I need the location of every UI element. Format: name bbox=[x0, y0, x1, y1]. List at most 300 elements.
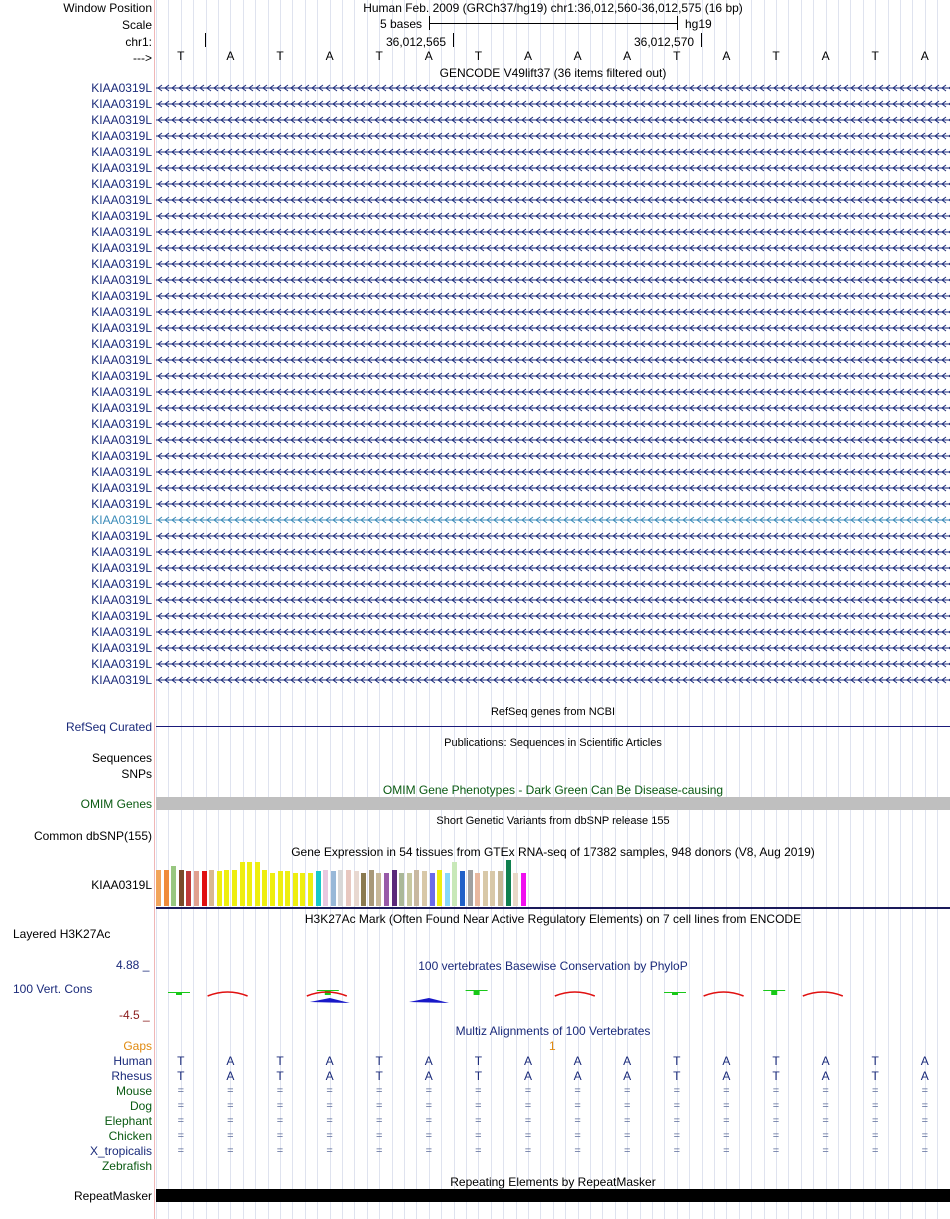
multiz-base: = bbox=[375, 1145, 383, 1157]
multiz-base: = bbox=[276, 1085, 284, 1097]
gtex-tissue-bar[interactable] bbox=[506, 860, 511, 906]
multiz-base: = bbox=[326, 1115, 333, 1127]
gtex-tissue-bar[interactable] bbox=[285, 871, 290, 906]
publications-sequences-label[interactable]: Sequences bbox=[91, 751, 152, 765]
multiz-base: T bbox=[673, 1069, 681, 1083]
sequence-base: A bbox=[821, 49, 830, 63]
multiz-base: = bbox=[375, 1130, 383, 1142]
gtex-tissue-bar[interactable] bbox=[323, 870, 328, 906]
gencode-transcript-line[interactable] bbox=[156, 417, 950, 431]
gencode-transcript-label[interactable]: KIAA0319L bbox=[91, 337, 152, 351]
gencode-transcript-label[interactable]: KIAA0319L bbox=[91, 513, 152, 527]
gencode-transcript-label[interactable]: KIAA0319L bbox=[91, 577, 152, 591]
gtex-tissue-bar[interactable] bbox=[179, 870, 184, 906]
sequence-base: T bbox=[276, 49, 284, 63]
gencode-transcript-line[interactable] bbox=[156, 529, 950, 543]
h3k27ac-title: H3K27Ac Mark (Often Found Near Active Regulatory Elements) on 7 cell lines from ENCODE bbox=[304, 912, 802, 926]
h3k27ac-label[interactable]: Layered H3K27Ac bbox=[13, 927, 111, 941]
gencode-transcript-label[interactable]: KIAA0319L bbox=[91, 113, 152, 127]
h3k27ac-peak bbox=[803, 992, 843, 996]
multiz-species-label[interactable]: Mouse bbox=[115, 1084, 152, 1098]
multiz-title: Multiz Alignments of 100 Vertebrates bbox=[455, 1024, 651, 1038]
gencode-transcript-line[interactable] bbox=[156, 209, 950, 223]
scale-assembly: hg19 bbox=[685, 17, 712, 31]
gtex-tissue-bar[interactable] bbox=[194, 871, 199, 906]
gtex-tissue-bar[interactable] bbox=[316, 871, 321, 906]
gtex-tissue-bar[interactable] bbox=[498, 871, 503, 906]
publications-title: Publications: Sequences in Scientific Articles bbox=[444, 737, 662, 749]
multiz-base: = bbox=[524, 1115, 532, 1127]
gtex-tissue-bar[interactable] bbox=[171, 866, 176, 906]
multiz-base: T bbox=[474, 1054, 483, 1068]
multiz-base: A bbox=[226, 1054, 235, 1068]
chrom-label: chr1: bbox=[125, 35, 152, 49]
gtex-tissue-bar[interactable] bbox=[490, 871, 495, 906]
multiz-base: = bbox=[177, 1100, 185, 1112]
gencode-transcript-label[interactable]: KIAA0319L bbox=[91, 241, 152, 255]
h3k27ac-peak bbox=[555, 992, 595, 996]
multiz-base: T bbox=[871, 1069, 879, 1083]
gencode-transcript-label[interactable]: KIAA0319L bbox=[91, 369, 152, 383]
refseq-label[interactable]: RefSeq Curated bbox=[65, 720, 152, 734]
gtex-tissue-bar[interactable] bbox=[483, 871, 488, 906]
h3k27ac-peak bbox=[704, 992, 744, 996]
gencode-transcript-label[interactable]: KIAA0319L bbox=[91, 209, 152, 223]
gencode-transcript-label[interactable]: KIAA0319L bbox=[91, 273, 152, 287]
multiz-base: = bbox=[822, 1145, 829, 1157]
multiz-base: = bbox=[822, 1100, 829, 1112]
gencode-transcript-label[interactable]: KIAA0319L bbox=[91, 385, 152, 399]
coord-tick-2 bbox=[701, 33, 702, 47]
sequence-base: T bbox=[673, 49, 681, 63]
multiz-base: = bbox=[177, 1115, 185, 1127]
multiz-base: A bbox=[325, 1069, 334, 1083]
phylop-label[interactable]: 100 Vert. Cons bbox=[13, 982, 93, 996]
gtex-tissue-bar[interactable] bbox=[430, 873, 435, 906]
phylop-negative bbox=[310, 998, 350, 1003]
gencode-transcript-label[interactable]: KIAA0319L bbox=[91, 193, 152, 207]
omim-title: OMIM Gene Phenotypes - Dark Green Can Be Disease-causing bbox=[382, 783, 724, 797]
multiz-base: = bbox=[574, 1115, 581, 1127]
multiz-base: = bbox=[871, 1085, 879, 1097]
multiz-base: = bbox=[177, 1145, 185, 1157]
gtex-tissue-bar[interactable] bbox=[293, 873, 298, 906]
gtex-tissue-bar[interactable] bbox=[475, 873, 480, 906]
gencode-transcript-label[interactable]: KIAA0319L bbox=[91, 465, 152, 479]
scale-bar-right bbox=[677, 16, 678, 30]
multiz-base: = bbox=[623, 1145, 631, 1157]
multiz-base: A bbox=[821, 1069, 830, 1083]
gtex-tissue-bar[interactable] bbox=[331, 871, 336, 906]
gtex-tissue-bar[interactable] bbox=[354, 871, 359, 906]
multiz-base: = bbox=[673, 1100, 681, 1112]
multiz-base: = bbox=[772, 1115, 780, 1127]
gencode-transcript-line[interactable] bbox=[156, 177, 950, 191]
gtex-tissue-bar[interactable] bbox=[338, 870, 343, 906]
multiz-species-label[interactable]: Rhesus bbox=[111, 1069, 152, 1083]
gencode-transcript-line[interactable] bbox=[156, 593, 950, 607]
gtex-tissue-bar[interactable] bbox=[452, 862, 457, 906]
gtex-tissue-bar[interactable] bbox=[262, 870, 267, 906]
multiz-base: = bbox=[524, 1130, 532, 1142]
gencode-transcript-line[interactable] bbox=[156, 273, 950, 287]
repeatmasker-label[interactable]: RepeatMasker bbox=[73, 1189, 152, 1203]
h3k27ac-peak bbox=[208, 992, 248, 996]
multiz-base: A bbox=[920, 1054, 929, 1068]
gtex-tissue-bar[interactable] bbox=[186, 871, 191, 906]
gencode-transcript-line[interactable] bbox=[156, 449, 950, 463]
multiz-base: = bbox=[871, 1100, 879, 1112]
multiz-base: = bbox=[822, 1115, 829, 1127]
multiz-base: = bbox=[177, 1085, 185, 1097]
gtex-tissue-bar[interactable] bbox=[209, 870, 214, 906]
multiz-base: = bbox=[723, 1100, 730, 1112]
sequence-base: A bbox=[623, 49, 632, 63]
gencode-title: GENCODE V49lift37 (36 items filtered out) bbox=[439, 66, 667, 80]
omim-label[interactable]: OMIM Genes bbox=[80, 797, 152, 811]
multiz-base: = bbox=[475, 1130, 482, 1142]
scale-bar bbox=[429, 23, 677, 24]
phylop-score bbox=[176, 992, 182, 995]
gencode-transcript-line[interactable] bbox=[156, 401, 950, 415]
gencode-transcript-label[interactable]: KIAA0319L bbox=[91, 625, 152, 639]
multiz-base: A bbox=[226, 1069, 235, 1083]
multiz-base: = bbox=[574, 1085, 581, 1097]
gencode-transcript-line[interactable] bbox=[156, 609, 950, 623]
multiz-base: = bbox=[425, 1115, 433, 1127]
phylop-min: -4.5 _ bbox=[119, 1008, 150, 1022]
gencode-transcript-line[interactable] bbox=[156, 673, 950, 687]
coord-tick-0 bbox=[205, 33, 206, 47]
sequence-base: A bbox=[722, 49, 731, 63]
multiz-base: A bbox=[523, 1069, 532, 1083]
multiz-base: = bbox=[375, 1085, 383, 1097]
gencode-transcript-label[interactable]: KIAA0319L bbox=[91, 97, 152, 111]
multiz-base: = bbox=[723, 1115, 730, 1127]
gencode-transcript-line[interactable] bbox=[156, 513, 950, 527]
gtex-tissue-bar[interactable] bbox=[247, 862, 252, 906]
gtex-tissue-bar[interactable] bbox=[361, 873, 366, 906]
gencode-transcript-label[interactable]: KIAA0319L bbox=[91, 641, 152, 655]
gencode-transcript-label[interactable]: KIAA0319L bbox=[91, 81, 152, 95]
multiz-base: T bbox=[474, 1069, 483, 1083]
gencode-transcript-line[interactable] bbox=[156, 497, 950, 511]
multiz-base: T bbox=[177, 1069, 185, 1083]
gencode-transcript-line[interactable] bbox=[156, 81, 950, 95]
gencode-transcript-line[interactable] bbox=[156, 385, 950, 399]
multiz-base: = bbox=[723, 1145, 730, 1157]
multiz-base: = bbox=[623, 1115, 631, 1127]
sequence-base: T bbox=[871, 49, 879, 63]
gtex-tissue-bar[interactable] bbox=[521, 873, 526, 906]
multiz-base: = bbox=[425, 1100, 433, 1112]
gencode-transcript-line[interactable] bbox=[156, 193, 950, 207]
multiz-base: A bbox=[821, 1054, 830, 1068]
window-position-label: Window Position bbox=[63, 1, 152, 15]
multiz-base: = bbox=[524, 1145, 532, 1157]
gtex-baseline bbox=[156, 907, 950, 909]
gencode-transcript-line[interactable] bbox=[156, 465, 950, 479]
multiz-base: = bbox=[326, 1145, 333, 1157]
scale-bases: 5 bases bbox=[380, 17, 423, 31]
gencode-transcript-label[interactable]: KIAA0319L bbox=[91, 609, 152, 623]
gencode-transcript-line[interactable] bbox=[156, 369, 950, 383]
dbsnp-label[interactable]: Common dbSNP(155) bbox=[33, 829, 152, 843]
gtex-bars[interactable] bbox=[156, 859, 556, 906]
gencode-transcript-line[interactable] bbox=[156, 625, 950, 639]
phylop-max: 4.88 _ bbox=[116, 958, 150, 972]
gencode-transcript-line[interactable] bbox=[156, 545, 950, 559]
multiz-species-label[interactable]: Human bbox=[113, 1054, 152, 1068]
multiz-base: A bbox=[573, 1069, 582, 1083]
gtex-tissue-bar[interactable] bbox=[270, 873, 275, 906]
gencode-transcript-label[interactable]: KIAA0319L bbox=[91, 353, 152, 367]
multiz-base: = bbox=[227, 1085, 234, 1097]
gtex-tissue-bar[interactable] bbox=[399, 873, 404, 906]
sequence-base: T bbox=[177, 49, 185, 63]
dbsnp-title: Short Genetic Variants from dbSNP release 155 bbox=[436, 815, 670, 827]
gencode-transcript-line[interactable] bbox=[156, 145, 950, 159]
gtex-tissue-bar[interactable] bbox=[407, 873, 412, 906]
sequence-base: T bbox=[375, 49, 383, 63]
gtex-tissue-bar[interactable] bbox=[513, 873, 518, 906]
multiz-base: = bbox=[475, 1145, 482, 1157]
multiz-base: A bbox=[523, 1054, 532, 1068]
multiz-base: A bbox=[623, 1069, 632, 1083]
multiz-base: = bbox=[772, 1085, 780, 1097]
sequence-base: A bbox=[325, 49, 334, 63]
window-position-value: Human Feb. 2009 (GRCh37/hg19) chr1:36,012,560-36,012,575 (16 bp) bbox=[363, 1, 743, 15]
multiz-base: = bbox=[227, 1130, 234, 1142]
sequence-base: T bbox=[474, 49, 483, 63]
omim-bar[interactable] bbox=[156, 797, 950, 810]
multiz-base: = bbox=[623, 1100, 631, 1112]
multiz-base: = bbox=[623, 1130, 631, 1142]
gtex-title: Gene Expression in 54 tissues from GTEx RNA-seq of 17382 samples, 948 donors (V8, Aug 2019) bbox=[291, 845, 815, 859]
gencode-transcript-label[interactable]: KIAA0319L bbox=[91, 305, 152, 319]
gtex-tissue-bar[interactable] bbox=[392, 870, 397, 906]
sequence-base: A bbox=[573, 49, 582, 63]
publications-snps-label[interactable]: SNPs bbox=[121, 767, 152, 781]
multiz-base: = bbox=[921, 1115, 929, 1127]
multiz-base: = bbox=[822, 1130, 829, 1142]
gencode-transcript-label[interactable]: KIAA0319L bbox=[91, 161, 152, 175]
multiz-base: = bbox=[772, 1145, 780, 1157]
gtex-tissue-bar[interactable] bbox=[445, 873, 450, 906]
gtex-tissue-bar[interactable] bbox=[240, 862, 245, 906]
gencode-transcript-line[interactable] bbox=[156, 241, 950, 255]
gencode-transcript-line[interactable] bbox=[156, 657, 950, 671]
multiz-base: = bbox=[772, 1130, 780, 1142]
gtex-tissue-bar[interactable] bbox=[255, 862, 260, 906]
multiz-base: = bbox=[425, 1130, 433, 1142]
gtex-tissue-bar[interactable] bbox=[202, 871, 207, 906]
phylop-score bbox=[771, 990, 777, 995]
gtex-tissue-bar[interactable] bbox=[437, 870, 442, 906]
multiz-base: A bbox=[722, 1069, 731, 1083]
gtex-tissue-bar[interactable] bbox=[468, 870, 473, 906]
gtex-tissue-bar[interactable] bbox=[164, 870, 169, 906]
gencode-transcript-line[interactable] bbox=[156, 97, 950, 111]
gencode-transcript-label[interactable]: KIAA0319L bbox=[91, 257, 152, 271]
sequence-base: A bbox=[523, 49, 532, 63]
multiz-species-label[interactable]: Chicken bbox=[108, 1129, 152, 1143]
multiz-base: = bbox=[822, 1085, 829, 1097]
gencode-transcript-label[interactable]: KIAA0319L bbox=[91, 657, 152, 671]
multiz-base: = bbox=[425, 1085, 433, 1097]
gencode-transcript-line[interactable] bbox=[156, 561, 950, 575]
coord-2: 36,012,570 bbox=[634, 35, 695, 49]
gencode-transcript-label[interactable]: KIAA0319L bbox=[91, 401, 152, 415]
multiz-base: = bbox=[276, 1130, 284, 1142]
gtex-tissue-bar[interactable] bbox=[346, 870, 351, 906]
refseq-gene-line[interactable] bbox=[156, 726, 950, 727]
phylop-score bbox=[672, 992, 678, 995]
gtex-tissue-bar[interactable] bbox=[369, 870, 374, 906]
gencode-transcript-line[interactable] bbox=[156, 305, 950, 319]
gtex-tissue-bar[interactable] bbox=[232, 870, 237, 906]
multiz-base: T bbox=[177, 1054, 185, 1068]
multiz-species-label[interactable]: X_tropicalis bbox=[89, 1144, 152, 1158]
gtex-tissue-bar[interactable] bbox=[376, 873, 381, 906]
gencode-transcript-line[interactable] bbox=[156, 481, 950, 495]
gencode-transcript-line[interactable] bbox=[156, 129, 950, 143]
multiz-base: = bbox=[921, 1085, 929, 1097]
multiz-base: = bbox=[524, 1085, 532, 1097]
strand-label: ---> bbox=[133, 51, 152, 65]
multiz-base: = bbox=[772, 1100, 780, 1112]
multiz-base: = bbox=[326, 1085, 333, 1097]
gencode-transcript-line[interactable] bbox=[156, 161, 950, 175]
gtex-tissue-bar[interactable] bbox=[278, 871, 283, 906]
gaps-value: 1 bbox=[549, 1039, 556, 1053]
gtex-tissue-bar[interactable] bbox=[414, 870, 419, 906]
gencode-transcript-line[interactable] bbox=[156, 641, 950, 655]
gencode-transcript-line[interactable] bbox=[156, 433, 950, 447]
multiz-base: T bbox=[673, 1054, 681, 1068]
multiz-base: = bbox=[871, 1145, 879, 1157]
gencode-transcript-label[interactable]: KIAA0319L bbox=[91, 545, 152, 559]
gencode-transcript-label[interactable]: KIAA0319L bbox=[91, 177, 152, 191]
gencode-transcript-label[interactable]: KIAA0319L bbox=[91, 529, 152, 543]
coord-tick-1 bbox=[453, 33, 454, 47]
repeatmasker-bar[interactable] bbox=[156, 1189, 950, 1202]
multiz-species-label[interactable]: Elephant bbox=[104, 1114, 152, 1128]
gencode-transcript-line[interactable] bbox=[156, 113, 950, 127]
gencode-transcript-line[interactable] bbox=[156, 353, 950, 367]
multiz-base: A bbox=[722, 1054, 731, 1068]
gencode-transcript-line[interactable] bbox=[156, 225, 950, 239]
phylop-wiggle[interactable] bbox=[156, 986, 950, 1008]
coord-1: 36,012,565 bbox=[386, 35, 447, 49]
gtex-tissue-bar[interactable] bbox=[308, 873, 313, 906]
multiz-base: = bbox=[326, 1130, 333, 1142]
multiz-base: = bbox=[574, 1100, 581, 1112]
multiz-base: = bbox=[425, 1145, 433, 1157]
multiz-base: A bbox=[573, 1054, 582, 1068]
multiz-base: = bbox=[871, 1130, 879, 1142]
gencode-transcript-label[interactable]: KIAA0319L bbox=[91, 673, 152, 687]
gaps-label: Gaps bbox=[123, 1039, 152, 1053]
multiz-base: T bbox=[772, 1069, 780, 1083]
gencode-transcript-label[interactable]: KIAA0319L bbox=[91, 129, 152, 143]
gencode-transcript-line[interactable] bbox=[156, 257, 950, 271]
multiz-base: = bbox=[921, 1100, 929, 1112]
sequence-base: A bbox=[920, 49, 929, 63]
gtex-tissue-bar[interactable] bbox=[224, 870, 229, 906]
gtex-tissue-bar[interactable] bbox=[384, 873, 389, 906]
multiz-species-label[interactable]: Zebrafish bbox=[101, 1159, 152, 1173]
multiz-base: = bbox=[673, 1085, 681, 1097]
multiz-base: = bbox=[673, 1115, 681, 1127]
phylop-negative bbox=[409, 998, 449, 1003]
multiz-base: T bbox=[871, 1054, 879, 1068]
gencode-transcript-label[interactable]: KIAA0319L bbox=[91, 321, 152, 335]
sequence-base: A bbox=[424, 49, 433, 63]
gencode-transcript-label[interactable]: KIAA0319L bbox=[91, 449, 152, 463]
gtex-tissue-bar[interactable] bbox=[300, 873, 305, 906]
multiz-base: A bbox=[325, 1054, 334, 1068]
multiz-base: = bbox=[921, 1130, 929, 1142]
gencode-transcript-label[interactable]: KIAA0319L bbox=[91, 593, 152, 607]
gencode-transcript-label[interactable]: KIAA0319L bbox=[91, 145, 152, 159]
multiz-base: A bbox=[623, 1054, 632, 1068]
gtex-tissue-bar[interactable] bbox=[460, 871, 465, 906]
multiz-base: = bbox=[475, 1115, 482, 1127]
gencode-transcript-label[interactable]: KIAA0319L bbox=[91, 481, 152, 495]
multiz-base: = bbox=[227, 1145, 234, 1157]
gencode-transcript-label[interactable]: KIAA0319L bbox=[91, 561, 152, 575]
multiz-base: = bbox=[673, 1130, 681, 1142]
gtex-label[interactable]: KIAA0319L bbox=[91, 878, 152, 892]
sequence-base: A bbox=[226, 49, 235, 63]
multiz-base: A bbox=[424, 1069, 433, 1083]
multiz-base: = bbox=[475, 1085, 482, 1097]
multiz-species-label[interactable]: Dog bbox=[129, 1099, 152, 1113]
multiz-base: T bbox=[276, 1054, 284, 1068]
scale-label: Scale bbox=[121, 18, 152, 32]
multiz-base: = bbox=[276, 1115, 284, 1127]
refseq-title: RefSeq genes from NCBI bbox=[490, 706, 616, 718]
multiz-base: = bbox=[326, 1100, 333, 1112]
multiz-base: = bbox=[921, 1145, 929, 1157]
gtex-tissue-bar[interactable] bbox=[156, 870, 161, 906]
gencode-transcript-label[interactable]: KIAA0319L bbox=[91, 433, 152, 447]
multiz-base: = bbox=[276, 1100, 284, 1112]
gencode-transcript-line[interactable] bbox=[156, 337, 950, 351]
multiz-base: = bbox=[723, 1130, 730, 1142]
multiz-base: = bbox=[475, 1100, 482, 1112]
gtex-tissue-bar[interactable] bbox=[422, 871, 427, 906]
multiz-base: = bbox=[574, 1145, 581, 1157]
phylop-score bbox=[474, 990, 480, 995]
gencode-transcript-line[interactable] bbox=[156, 289, 950, 303]
multiz-base: A bbox=[920, 1069, 929, 1083]
multiz-base: = bbox=[227, 1100, 234, 1112]
gencode-transcript-line[interactable] bbox=[156, 321, 950, 335]
gencode-transcript-label[interactable]: KIAA0319L bbox=[91, 225, 152, 239]
gencode-transcript-label[interactable]: KIAA0319L bbox=[91, 497, 152, 511]
multiz-base: T bbox=[276, 1069, 284, 1083]
gencode-transcript-line[interactable] bbox=[156, 577, 950, 591]
multiz-base: A bbox=[424, 1054, 433, 1068]
repeatmasker-title: Repeating Elements by RepeatMasker bbox=[450, 1175, 656, 1189]
gencode-transcript-label[interactable]: KIAA0319L bbox=[91, 289, 152, 303]
gtex-tissue-bar[interactable] bbox=[217, 871, 222, 906]
multiz-base: = bbox=[623, 1085, 631, 1097]
multiz-base: = bbox=[375, 1100, 383, 1112]
gencode-transcript-label[interactable]: KIAA0319L bbox=[91, 417, 152, 431]
